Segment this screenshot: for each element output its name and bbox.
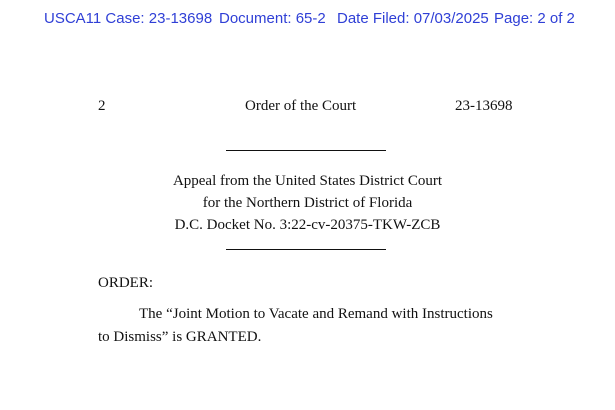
page-number: 2: [98, 98, 106, 114]
bottom-divider-rule: [226, 249, 386, 250]
caption-line-district: for the Northern District of Florida: [202, 195, 413, 211]
document-number-stamp: Document: 65-2: [219, 10, 326, 27]
date-filed-stamp: Date Filed: 07/03/2025: [337, 10, 489, 27]
caption-line-court: Appeal from the United States District Court: [172, 173, 443, 189]
page-count-stamp: Page: 2 of 2: [494, 10, 575, 27]
caption-line-docket: D.C. Docket No. 3:22-cv-20375-TKW-ZCB: [174, 217, 441, 233]
running-head-title: Order of the Court: [245, 98, 357, 114]
filing-stamp-header: [0, 10, 615, 34]
top-divider-rule: [226, 150, 386, 151]
order-body: [98, 303, 528, 349]
order-heading: ORDER:: [98, 275, 154, 291]
order-body-line-1: The “Joint Motion to Vacate and Remand with Instructions: [139, 306, 493, 322]
running-head: [0, 98, 615, 118]
case-number-stamp: USCA11 Case: 23-13698: [44, 10, 213, 27]
order-body-line-2: to Dismiss” is GRANTED.: [98, 329, 262, 345]
case-caption: [0, 170, 615, 236]
running-head-docket: 23-13698: [455, 98, 513, 114]
